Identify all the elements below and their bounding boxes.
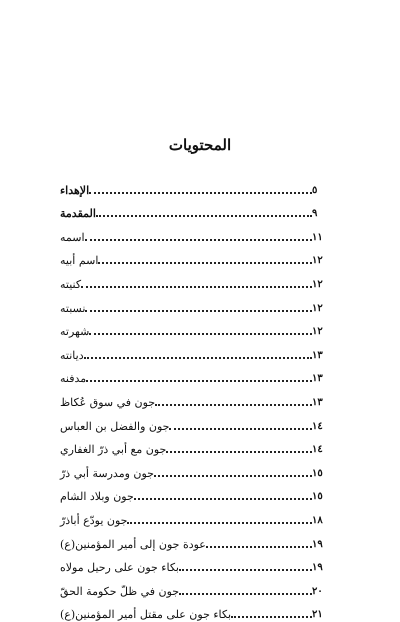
dot-leader <box>89 192 312 194</box>
toc-entry-page-number: ١٤ <box>312 420 323 432</box>
toc-entry <box>57 339 329 363</box>
toc-entry-title: جون والفضل بن العباس <box>60 419 170 433</box>
dot-leader <box>179 593 312 595</box>
toc-entry-page-number: ١٣ <box>312 373 323 385</box>
toc-entry-page-number: ١٤ <box>312 444 323 456</box>
dot-leader <box>206 546 312 548</box>
toc-entry-page-number: ١١ <box>312 231 323 243</box>
toc-entry-title: جون في سوق عُكاظ <box>60 395 156 409</box>
dot-leader <box>86 380 312 382</box>
toc-entry-page-number: ١٣ <box>312 396 323 408</box>
toc-entry <box>57 316 329 340</box>
dot-leader <box>96 215 312 217</box>
toc-entry-title: جون في ظلّ حكومة الحقّ <box>60 584 180 598</box>
dot-leader <box>231 616 312 618</box>
toc-entry <box>57 174 329 198</box>
toc-entry-page-number: ١٩ <box>312 562 323 574</box>
dot-leader <box>127 522 312 524</box>
toc-entry-title: ديانته <box>60 348 84 362</box>
toc-entry-page-number: ١٢ <box>312 326 323 338</box>
toc-entry-title: جون يودّع أباذرّ <box>60 513 128 527</box>
dot-leader <box>84 357 312 359</box>
toc-entry-title: جون ومدرسة أبي ذرّ <box>60 466 154 480</box>
toc-entry-page-number: ٩ <box>312 208 318 220</box>
toc-entry-title: الإهداء <box>60 183 90 197</box>
toc-entry-title: اسمه <box>60 230 85 244</box>
toc-entry <box>57 457 329 481</box>
dot-leader <box>169 428 312 430</box>
toc-entry-title: جون مع أبي ذرّ الغفاري <box>60 443 167 457</box>
dot-leader <box>179 569 312 571</box>
toc-entry <box>57 386 329 410</box>
toc-entry-page-number: ١٢ <box>312 255 323 267</box>
dot-leader <box>98 262 312 264</box>
toc-entry-page-number: ٢١ <box>312 609 323 621</box>
toc-entry <box>57 410 329 434</box>
table-of-contents <box>57 174 329 622</box>
toc-entry-title: بكاء جون على مقتل أمير المؤمنين(ع) <box>60 608 232 622</box>
toc-entry-title: مدفنه <box>60 372 87 386</box>
toc-entry <box>57 434 329 458</box>
dot-leader <box>155 404 312 406</box>
toc-entry <box>57 552 329 576</box>
toc-entry <box>57 528 329 552</box>
dot-leader <box>166 451 312 453</box>
dot-leader <box>85 310 312 312</box>
toc-entry-page-number: ١٢ <box>312 302 323 314</box>
toc-entry-page-number: ١٥ <box>312 491 323 503</box>
page-title: المحتويات <box>168 136 232 154</box>
toc-entry-page-number: ٥ <box>312 184 318 196</box>
toc-entry <box>57 363 329 387</box>
toc-entry-title: المقدمة <box>60 207 96 221</box>
toc-entry-page-number: ١٩ <box>312 538 323 550</box>
dot-leader <box>134 498 312 500</box>
toc-entry-title: بكاء جون على رحيل مولاه <box>60 561 179 575</box>
toc-entry-page-number: ٢٠ <box>312 585 323 597</box>
toc-entry-page-number: ١٢ <box>312 278 323 290</box>
toc-entry <box>57 268 329 292</box>
toc-entry-title: عودة جون إلى أمير المؤمنين(ع) <box>60 537 206 551</box>
toc-entry-title: نسبته <box>60 301 86 315</box>
toc-entry <box>57 504 329 528</box>
toc-entry-title: اسم أبيه <box>60 254 99 268</box>
toc-entry <box>57 245 329 269</box>
toc-entry <box>57 221 329 245</box>
toc-entry <box>57 292 329 316</box>
dot-leader <box>89 333 312 335</box>
toc-entry-page-number: ١٣ <box>312 349 323 361</box>
dot-leader <box>154 475 312 477</box>
toc-entry-page-number: ١٨ <box>312 514 323 526</box>
toc-entry-page-number: ١٥ <box>312 467 323 479</box>
toc-entry <box>57 198 329 222</box>
toc-entry-title: كنيته <box>60 277 82 291</box>
toc-entry <box>57 575 329 599</box>
dot-leader <box>81 286 312 288</box>
toc-entry-title: شهرته <box>60 325 90 339</box>
dot-leader <box>85 239 312 241</box>
toc-entry <box>57 481 329 505</box>
toc-entry-title: جون وبلاد الشام <box>60 490 134 504</box>
toc-entry <box>57 599 329 622</box>
